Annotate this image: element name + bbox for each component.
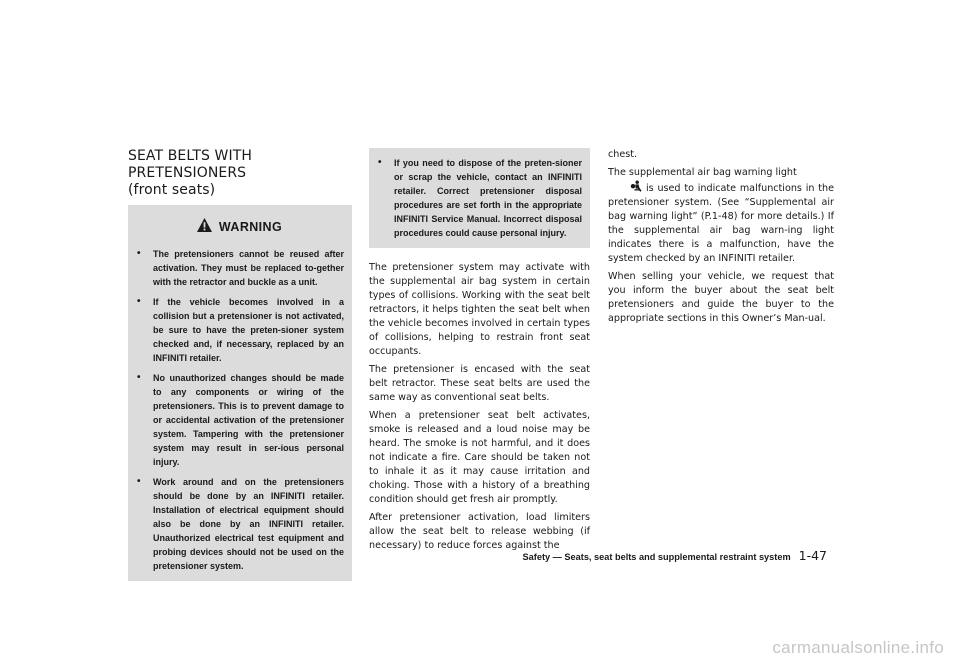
section-title-line2: (front seats) (128, 182, 216, 198)
warning-item (134, 295, 344, 365)
footer-section-text: Safety — Seats, seat belts and supplemental restraint system (522, 552, 791, 562)
body-paragraph: chest. (608, 149, 638, 160)
section-title-line1: SEAT BELTS WITH PRETENSIONERS (128, 148, 252, 181)
warning-item-text: If the vehicle becomes involved in a collision but a pretensioner is not activated, be sure to have the preten-sioner system checked and, if necessary, replaced by an INFINITI retailer. (153, 297, 344, 363)
warning-item-text: The pretensioners cannot be reused after activation. They must be replaced to-gether with the retractor and buckle as a unit. (153, 249, 344, 287)
paragraph-text-end: is used to indicate malfunctions in the pretensioner system. (See “Supplemental air bag warning light” (P.1-48) for more details.) If the supplemental air bag warn-ing light indicates there is a malfunction, have the system checked by an INFINITI retailer. (608, 183, 834, 264)
bullet: • (137, 372, 141, 383)
body-paragraph: After pretensioner activation, load limiters allow the seat belt to release webbing (if necessary) to reduce forces against the (369, 512, 590, 551)
airbag-warning-light-icon (630, 180, 644, 193)
body-paragraph-with-icon (608, 166, 834, 266)
warning-item (134, 371, 344, 469)
right-column (608, 148, 834, 330)
warning-item-text: Work around and on the pretensioners should be done by an INFINITI retailer. Installation of electrical equipment should also be done by an INFINITI retailer. Unauthorized electrical test equipment and probing devices should not be used on the pretensioner system. (153, 477, 344, 571)
body-paragraph: When a pretensioner seat belt activates, smoke is released and a loud noise may be heard. The smoke is not harmful, and it does not indicate a fire. Care should be taken not to inhale it as it may cause irritation and choking. Those with a history of a breathing condition should get fresh air promptly. (369, 410, 590, 505)
warning-list (134, 247, 344, 573)
bullet: • (137, 476, 141, 487)
body-paragraph: The pretensioner system may activate with the supplemental air bag system in certain types of collisions. Working with the seat belt retractors, it helps tighten the seat belt when the vehicle becomes involved in certain types of collisions, helping to restrain front seat occupants. (369, 262, 590, 357)
warning-box-continued (369, 148, 590, 248)
bullet: • (378, 157, 382, 168)
bullet: • (137, 296, 141, 307)
watermark: carmanualsonline.info (772, 638, 944, 657)
warning-triangle-icon (196, 217, 213, 237)
warning-item (375, 156, 582, 240)
warning-item-text: If you need to dispose of the preten-sioner or scrap the vehicle, contact an INFINITI retailer. Correct pretensioner disposal procedures are set forth in the appropriate INFINITI Service Manual. Incorrect disposal procedures could cause personal injury. (394, 158, 582, 238)
warning-list-continued (375, 156, 582, 240)
bullet: • (137, 248, 141, 259)
warning-item (134, 247, 344, 289)
page-number: 1-47 (798, 548, 827, 563)
paragraph-text-start: The supplemental air bag warning light (608, 167, 797, 178)
body-paragraph: The pretensioner is encased with the seat belt retractor. These seat belts are used the same way as conventional seat belts. (369, 364, 590, 403)
left-column (128, 148, 352, 581)
warning-box (128, 205, 352, 581)
middle-column (369, 148, 590, 557)
warning-item-text: No unauthorized changes should be made to any components or wiring of the pretensioners. This is to prevent damage to or accidental activation of the pretensioner system. Tampering with the pretensioner system may result in ser-ious personal injury. (153, 373, 344, 467)
warning-label: WARNING (218, 220, 283, 234)
page-footer (523, 548, 827, 563)
warning-header (134, 217, 344, 237)
warning-item (134, 475, 344, 573)
body-paragraph: When selling your vehicle, we request that you inform the buyer about the seat belt pretensioners and guide the buyer to the appropriate sections in this Owner’s Man-ual. (608, 271, 834, 324)
section-title (128, 148, 352, 199)
